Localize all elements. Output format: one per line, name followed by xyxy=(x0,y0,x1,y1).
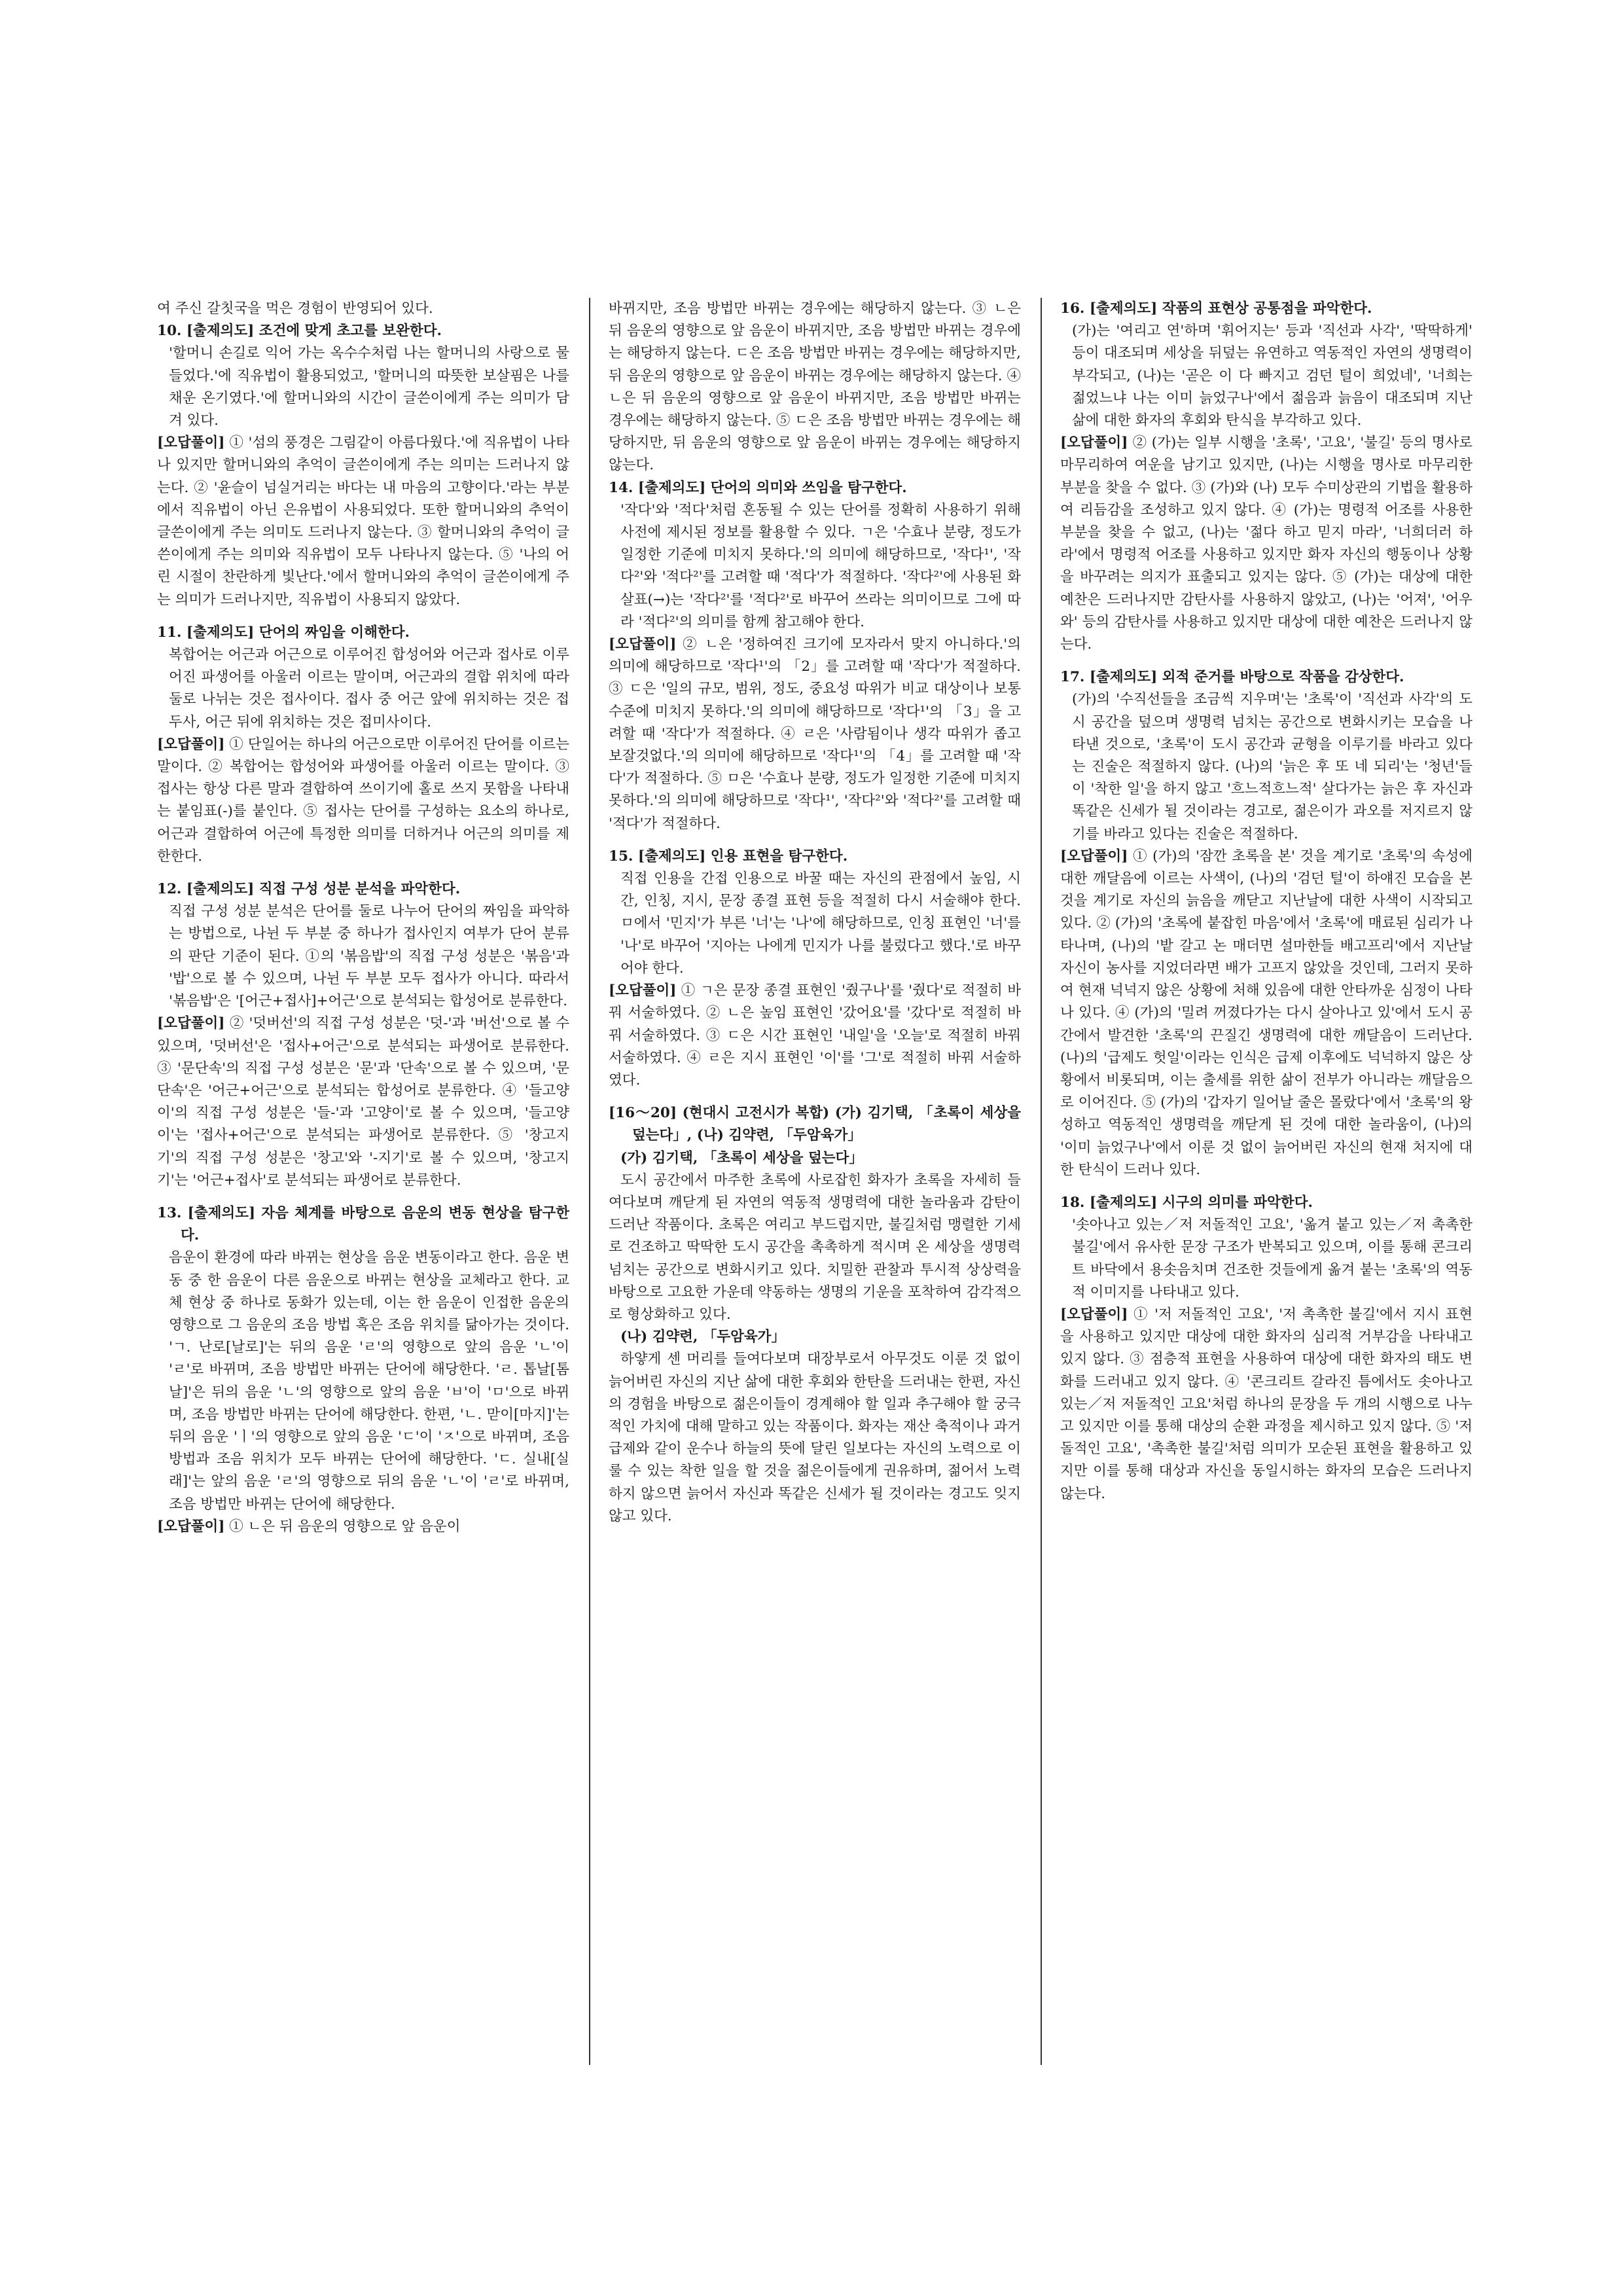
explanation-text: '작다'와 '적다'처럼 혼동될 수 있는 단어를 정확히 사용하기 위해 사전에 제시된 정보를 활용할 수 있다. ㄱ은 '수효나 분량, 정도가 일정한 기준에 미치지 못하다.'의 의미에 해당하므로, '작다¹', '작다²'와 '적다²'를 고려할 때 '적다'가 적절하다. '작다²'에 사용된 화살표(→)는 '작다²'를 '적다²'로 바꾸어 쓰라는 의미이므로 그에 따라 '적다²'의 의미를 함께 참고해야 한다. xyxy=(620,501,1021,630)
wrong-answer-explanation xyxy=(609,980,1021,1092)
explanation-text: 직접 인용을 간접 인용으로 바꿀 때는 자신의 관점에서 높임, 시간, 인칭, 지시, 문장 종결 표현 등을 적절히 다시 서술해야 한다. ㅁ에서 '민지'가 부른 '너'는 '나'에 해당하므로, 인칭 표현인 '너'를 '나'로 바꾸어 '지아는 나에게 민지가 나를 불렀다고 했다.'로 바꾸어야 한다. xyxy=(620,870,1021,977)
question-heading: 12. [출제의도] 직접 구성 성분 분석을 파악한다. xyxy=(157,881,461,898)
wrong-answer-explanation xyxy=(157,1516,569,1538)
question-heading: 15. [출제의도] 인용 표현을 탐구한다. xyxy=(609,848,848,865)
continued-text: 바뀌지만, 조음 방법만 바뀌는 경우에는 해당하지 않는다. ③ ㄴ은 뒤 음운의 영향으로 앞 음운이 바뀌지만, 조음 방법만 바뀌는 경우에는 해당하지 않는다. ㄷ은 조음 방법만 바뀌는 경우에는 해당하지만, 뒤 음운의 영향으로 앞 음운이 바뀌는 경우에는 해당하지 않는다. ④ ㄴ은 뒤 음운의 영향으로 앞 음운이 바뀌지만, 조음 방법만 바뀌는 경우에는 해당하지 않는다. ⑤ ㄷ은 조음 방법만 바뀌는 경우에는 해당하지만, 뒤 음운의 영향으로 앞 음운이 바뀌는 경우에는 해당하지 않는다. xyxy=(609,300,1021,474)
question-section xyxy=(1060,298,1472,656)
work-summary: 하얗게 센 머리를 들여다보며 대장부로서 아무것도 이룬 것 없이 늙어버린 자신의 지난 삶에 대한 후회와 한탄을 드러내는 한편, 자신의 경험을 바탕으로 젊은이들이 경계해야 할 일과 추구해야 할 궁극적인 가치에 대해 말하고 있는 작품이다. 화자는 재산 축적이나 과거 급제와 같이 운수나 하늘의 뜻에 달린 일보다는 자신의 노력으로 이룰 수 있는 착한 일을 할 것을 젊은이들에게 권유하며, 젊어서 노력하지 않으면 늙어서 자신과 똑같은 신세가 될 것이라는 경고도 잊지 않고 있다. xyxy=(609,1351,1021,1524)
wrong-answer-explanation xyxy=(609,634,1021,835)
wrong-answer-text: ② '덧버선'의 직접 구성 성분은 '덧-'과 '버선'으로 볼 수 있으며, '덧버선'은 '접사+어근'으로 분석되는 파생어로 분류한다. ③ '문단속'의 직접 구성 성분은 '문'과 '단속'으로 볼 수 있으며, '문단속'은 '어근+어근'으로 분석되는 합성어로 분류한다. ④ '들고양이'의 직접 구성 성분은 '들-'과 '고양이'로 볼 수 있으며, '들고양이'는 '접사+어근'으로 분석되는 파생어로 분류한다. ⑤ '창고지기'의 직접 구성 성분은 '창고'와 '-지기'로 볼 수 있으며, '창고지기'는 '어근+접사'로 분석되는 파생어로 분류한다. xyxy=(157,1015,569,1189)
wrong-answer-explanation xyxy=(157,432,569,611)
answer-key-page xyxy=(157,298,1472,2072)
wrong-answer-text: ① (가)의 '잠깐 초록을 본' 것을 계기로 '초록'의 속성에 대한 깨달음에 이르는 사색이, (나)의 '검던 털'이 하얘진 모습을 본 것을 계기로 자신의 늙음을 깨닫고 지난날에 대한 사색이 시작되고 있다. ② (가)의 '초록에 붙잡힌 마음'에서 '초록'에 매료된 심리가 나타나며, (나)의 '밭 갈고 논 매더면 설마한들 배고프리'에서 지난날 자신이 농사를 지었더라면 배가 고프지 않았을 것인데, 그러지 못하여 현재 넉넉지 않은 상황에 처해 있음에 대한 안타까운 심정이 나타나 있다. ④ (가)의 '밀려 꺼졌다가는 다시 살아나고 있'에서 도시 공간에서 발견한 '초록'의 끈질긴 생명력에 대한 깨달음이 드러난다. (나)의 '급제도 헛일'이라는 인식은 급제 이후에도 넉넉하지 않은 상황에서 비롯되며, 이는 출세를 위한 삶이 전부가 아니라는 깨달음으로 이어진다. ⑤ (가)의 '갑자기 일어날 줄은 몰랐다'에서 '초록'의 왕성하고 역동적인 생명력을 깨닫게 된 것에 대한 놀라움이, (나)의 '이미 늙었구나'에서 이룬 것 없이 늙어버린 자신의 현재 처지에 대한 탄식이 드러나 있다. xyxy=(1060,848,1472,1178)
wrong-answer-label: [오답풀이] xyxy=(157,1518,225,1535)
wrong-answer-label: [오답풀이] xyxy=(1060,1306,1128,1323)
question-section xyxy=(1060,1192,1472,1505)
question-section xyxy=(1060,666,1472,1181)
wrong-answer-text: ① 단일어는 하나의 어근으로만 이루어진 단어를 이르는 말이다. ② 복합어는 합성어와 파생어를 아울러 이르는 말이다. ③ 접사는 항상 다른 말과 결합하여 쓰이기에 홀로 쓰지 못함을 나타내는 붙임표(-)를 붙인다. ⑤ 접사는 단어를 구성하는 요소의 하나로, 어근과 결합하여 어근에 특정한 의미를 더하거나 어근의 의미를 제한한다. xyxy=(157,736,569,865)
column-1 xyxy=(157,298,569,2065)
question-section xyxy=(157,1202,569,1538)
wrong-answer-text: ① ㄴ은 뒤 음운의 영향으로 앞 음운이 xyxy=(224,1518,461,1535)
question-section xyxy=(157,320,569,611)
wrong-answer-label: [오답풀이] xyxy=(157,435,225,452)
column-2 xyxy=(609,298,1021,2065)
explanation-text: (가)는 '여리고 연'하며 '휘어지는' 등과 '직선과 사각', '딱딱하게' 등이 대조되며 세상을 뒤덮는 유연하고 역동적인 자연의 생명력이 부각되고, (나)는 '곧은 이 다 빠지고 검던 털이 희었네', '너희는 젊었느냐 나는 이미 늙었구나'에서 젊음과 늙음이 대조되며 지난 삶에 대한 화자의 후회와 탄식을 부각하고 있다. xyxy=(1072,323,1472,429)
question-heading: 11. [출제의도] 단어의 짜임을 이해한다. xyxy=(157,624,410,641)
question-heading: 10. [출제의도] 조건에 맞게 초고를 보완한다. xyxy=(157,323,442,340)
question-section xyxy=(609,477,1021,835)
column-divider xyxy=(589,298,590,2065)
passage-group xyxy=(609,1102,1021,1528)
explanation-text: (가)의 '수직선들을 조금씩 지우며'는 '초록'이 '직선과 사각'의 도시 공간을 덮으며 생명력 넘치는 공간으로 변화시키는 모습을 나타낸 것으로, '초록'이 도시 공간과 균형을 이루기를 바라고 있다는 진술은 적절하지 않다. (나)의 '늙은 후 또 네 되리'는 '청년'들이 '착한 일'을 하지 않고 '흐느적흐느적' 살다가는 늙은 후 자신과 똑같은 신세가 될 것이라는 경고로, 젊은이가 과오를 저지르지 않기를 바라고 있다는 진술은 적절하다. xyxy=(1072,691,1472,842)
wrong-answer-label: [오답풀이] xyxy=(1060,435,1128,452)
wrong-answer-explanation xyxy=(1060,432,1472,656)
column-divider xyxy=(1041,298,1042,2065)
question-heading: 18. [출제의도] 시구의 의미를 파악한다. xyxy=(1060,1194,1313,1211)
explanation-text: '할머니 손길로 익어 가는 옥수수처럼 나는 할머니의 사랑으로 물들었다.'에 직유법이 활용되었고, '할머니의 따뜻한 보살핌은 나를 채운 온기였다.'에 할머니와의 시간이 글쓴이에게 주는 의미가 담겨 있다. xyxy=(169,345,569,429)
work-heading: (가) 김기택, 「초록이 세상을 덮는다」 xyxy=(620,1149,863,1166)
wrong-answer-text: ② ㄴ은 '정하여진 크기에 모자라서 맞지 아니하다.'의 의미에 해당하므로 '작다¹'의 「2」를 고려할 때 '작다'가 적절하다. ③ ㄷ은 '일의 규모, 범위, 정도, 중요성 따위가 비교 대상이나 보통 수준에 미치지 못하다.'의 의미에 해당하므로 '작다¹'의 「3」을 고려할 때 '작다'가 적절하다. ④ ㄹ은 '사람됨이나 생각 따위가 좁고 보잘것없다.'의 의미에 해당하므로 '작다¹'의 「4」를 고려할 때 '작다'가 적절하다. ⑤ ㅁ은 '수효나 분량, 정도가 일정한 기준에 미치지 못하다.'의 의미에 해당하므로 '작다¹', '작다²'와 '적다²'를 고려할 때 '적다'가 적절하다. xyxy=(609,636,1021,832)
wrong-answer-text: ① '섬의 풍경은 그림같이 아름다웠다.'에 직유법이 나타나 있지만 할머니와의 추억이 글쓴이에게 주는 의미는 드러나지 않는다. ② '윤슬이 넘실거리는 바다는 내 마음의 고향이다.'라는 부분에서 직유법이 아닌 은유법이 사용되었다. 또한 할머니와의 추억이 글쓴이에게 주는 의미도 드러나지 않는다. ③ 할머니와의 추억이 글쓴이에게 주는 의미와 직유법이 모두 나타나지 않는다. ⑤ '나의 어린 시절이 찬란하게 빛난다.'에서 할머니와의 추억이 글쓴이에게 주는 의미가 드러나지만, 직유법이 사용되지 않았다. xyxy=(157,435,569,608)
question-section xyxy=(609,846,1021,1092)
wrong-answer-label: [오답풀이] xyxy=(1060,848,1128,865)
wrong-answer-explanation xyxy=(157,734,569,868)
question-section xyxy=(157,878,569,1192)
wrong-answer-text: ② (가)는 일부 시행을 '초록', '고요', '불길' 등의 명사로 마무리하여 여운을 남기고 있지만, (나)는 시행을 명사로 마무리한 부분을 찾을 수 없다. ③ (가)와 (나) 모두 수미상관의 기법을 활용하여 리듬감을 조성하고 있지 않다. ④ (가)는 명령적 어조를 사용한 부분을 찾을 수 없고, (나)는 '젊다 하고 믿지 마라', '너희더러 하라'에서 명령적 어조를 사용하고 있지만 화자 자신의 행동이나 상황을 바꾸려는 의지가 표출되고 있지는 않다. ⑤ (가)는 대상에 대한 예찬은 드러나지만 감탄사를 사용하지 않았고, (나)는 '어져', '어우와' 등의 감탄사를 사용하고 있지만 대상에 대한 예찬은 드러나지 않는다. xyxy=(1060,435,1472,653)
explanation-text: 직접 구성 성분 분석은 단어를 둘로 나누어 단어의 짜임을 파악하는 방법으로, 나뉜 두 부분 중 하나가 접사인지 여부가 단어 분류의 판단 기준이 된다. ①의 '볶음밥'의 직접 구성 성분은 '볶음'과 '밥'으로 볼 수 있으며, 나뉜 두 부분 모두 접사가 아니다. 따라서 '볶음밥'은 '[어근+접사]+어근'으로 분석되는 합성어로 분류한다. xyxy=(169,903,569,1010)
wrong-answer-explanation xyxy=(1060,846,1472,1181)
question-heading: 17. [출제의도] 외적 준거를 바탕으로 작품을 감상한다. xyxy=(1060,669,1404,686)
wrong-answer-explanation xyxy=(157,1013,569,1192)
work-heading: (나) 김약련, 「두암육가」 xyxy=(620,1329,785,1346)
continued-text: 여 주신 갈칫국을 먹은 경험이 반영되어 있다. xyxy=(157,300,433,317)
explanation-text: 음운이 환경에 따라 바뀌는 현상을 음운 변동이라고 한다. 음운 변동 중 한 음운이 다른 음운으로 바뀌는 현상을 교체라고 한다. 교체 현상 중 하나로 동화가 있는데, 이는 한 음운이 인접한 음운의 영향으로 그 음운의 조음 방법 혹은 조음 위치를 닮아가는 것이다. 'ㄱ. 난로[날로]'는 뒤의 음운 'ㄹ'의 영향으로 앞의 음운 'ㄴ'이 'ㄹ'로 바뀌며, 조음 방법만 바뀌는 단어에 해당한다. 'ㄹ. 톱날[톰날]'은 뒤의 음운 'ㄴ'의 영향으로 앞의 음운 'ㅂ'이 'ㅁ'으로 바뀌며, 조음 방법만 바뀌는 단어에 해당한다. 한편, 'ㄴ. 맏이[마지]'는 뒤의 음운 'ㅣ'의 영향으로 앞의 음운 'ㄷ'이 'ㅈ'으로 바뀌며, 조음 방법과 조음 위치가 모두 바뀌는 단어에 해당한다. 'ㄷ. 실내[실래]'는 앞의 음운 'ㄹ'의 영향으로 뒤의 음운 'ㄴ'이 'ㄹ'로 바뀌며, 조음 방법만 바뀌는 단어에 해당한다. xyxy=(169,1249,569,1513)
work-summary: 도시 공간에서 마주한 초록에 사로잡힌 화자가 초록을 자세히 들여다보며 깨닫게 된 자연의 역동적 생명력에 대한 놀라움과 감탄이 드러난 작품이다. 초록은 여리고 부드럽지만, 불길처럼 맹렬한 기세로 건조하고 딱딱한 도시 공간을 촉촉하게 적시며 온 세상을 생명력 넘치는 공간으로 변화시키고 있다. 치밀한 관찰과 투시적 상상력을 바탕으로 고요한 가운데 약동하는 생명의 기운을 포착하여 감각적으로 형상화하고 있다. xyxy=(609,1172,1021,1323)
explanation-text: '솟아나고 있는／저 저돌적인 고요', '옮겨 붙고 있는／저 촉촉한 불길'에서 유사한 문장 구조가 반복되고 있으며, 이를 통해 콘크리트 바닥에서 용솟음치며 건조한 것들에게 옮겨 붙는 '초록'의 역동적 이미지를 나타내고 있다. xyxy=(1072,1217,1472,1300)
question-section xyxy=(157,622,569,868)
wrong-answer-label: [오답풀이] xyxy=(609,636,677,653)
question-heading: 14. [출제의도] 단어의 의미와 쓰임을 탐구한다. xyxy=(609,479,907,496)
question-heading: 13. [출제의도] 자음 체계를 바탕으로 음운의 변동 현상을 탐구한다. xyxy=(157,1204,569,1244)
wrong-answer-label: [오답풀이] xyxy=(157,736,225,753)
question-heading: 16. [출제의도] 작품의 표현상 공통점을 파악한다. xyxy=(1060,300,1372,317)
wrong-answer-label: [오답풀이] xyxy=(609,982,677,999)
explanation-text: 복합어는 어근과 어근으로 이루어진 합성어와 어근과 접사로 이루어진 파생어를 아울러 이르는 말이며, 어근과의 결합 위치에 따라 둘로 나뉘는 것은 접사이다. 접사 중 어근 앞에 위치하는 것은 접두사, 어근 뒤에 위치하는 것은 접미사이다. xyxy=(169,647,569,730)
wrong-answer-label: [오답풀이] xyxy=(157,1015,225,1032)
column-3 xyxy=(1060,298,1472,2065)
wrong-answer-text: ① ㄱ은 문장 종결 표현인 '줬구나'를 '줬다'로 적절히 바꿔 서술하였다. ② ㄴ은 높임 표현인 '갔어요'를 '갔다'로 적절히 바꿔 서술하였다. ③ ㄷ은 시간 표현인 '내일'을 '오늘'로 적절히 바꿔 서술하였다. ④ ㄹ은 지시 표현인 '이'를 '그'로 적절히 바꿔 서술하였다. xyxy=(609,982,1021,1088)
wrong-answer-explanation xyxy=(1060,1304,1472,1505)
wrong-answer-text: ① '저 저돌적인 고요', '저 촉촉한 불길'에서 지시 표현을 사용하고 있지만 대상에 대한 화자의 심리적 거부감을 나타내고 있지 않다. ③ 점층적 표현을 사용하여 대상에 대한 화자의 태도 변화를 드러내고 있지 않다. ④ '콘크리트 갈라진 틈에서도 솟아나고 있는／저 저돌적인 고요'처럼 하나의 문장을 두 개의 시행으로 나누고 있지만 이를 통해 대상의 순환 과정을 제시하고 있지 않다. ⑤ '저돌적인 고요', '촉촉한 불길'처럼 의미가 모순된 표현을 활용하고 있지만 이를 통해 대상과 자신을 동일시하는 화자의 모습은 드러나지 않는다. xyxy=(1060,1306,1472,1502)
passage-group-heading: [16～20] (현대시 고전시가 복합) (가) 김기택, 「초록이 세상을 덮는다」, (나) 김약련, 「두암육가」 xyxy=(609,1105,1021,1144)
